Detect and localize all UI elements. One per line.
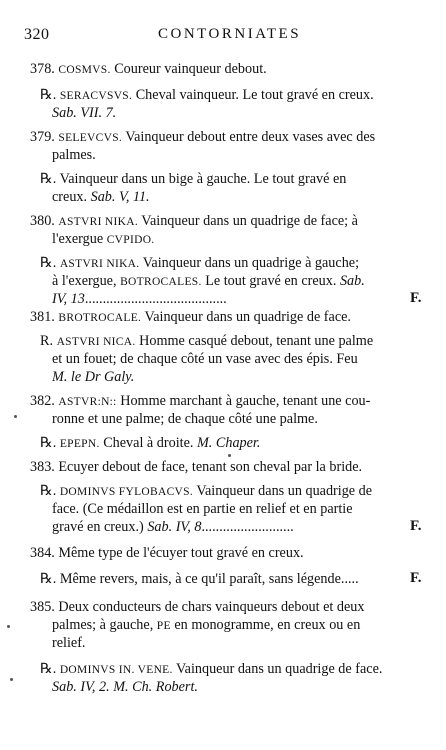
scan-speck (228, 454, 231, 457)
entry-384-rarity-mark: F. (410, 570, 422, 586)
entry-381-reverse: R. ASTVRI NICA. Homme casqué debout, tenant une palme (40, 333, 374, 349)
entry-380-obverse-cont: l'exergue CVPIDO. (52, 231, 155, 247)
entry-385-reference: Sab. IV, 2. M. Ch. Robert. (52, 679, 198, 695)
entry-381-obverse: 381. BROTROCALE. Vainqueur dans un quadrige de face. (30, 309, 351, 325)
entry-384-reverse: ℞. Même revers, mais, à ce qu'il paraît, sans légende..... (40, 571, 359, 587)
entry-383-rarity-mark: F. (410, 518, 422, 534)
entry-380-obverse: 380. ASTVRI NIKA. Vainqueur dans un quadrige de face; à (30, 213, 358, 229)
scan-speck (10, 678, 13, 681)
entry-379-obverse-cont: palmes. (52, 147, 96, 163)
entry-384-obverse: 384. Même type de l'écuyer tout gravé en creux. (30, 545, 304, 561)
entry-382-reverse: ℞. EPEPN. Cheval à droite. M. Chaper. (40, 435, 261, 451)
entry-381-reference: M. le Dr Galy. (52, 369, 135, 385)
entry-383-reverse-cont: face. (Ce médaillon est en partie en relief et en partie (52, 501, 353, 517)
entry-385-obverse: 385. Deux conducteurs de chars vainqueurs debout et deux (30, 599, 365, 615)
entry-382-obverse-cont: ronne et une palme; de chaque côté une palme. (52, 411, 318, 427)
running-title: CONTORNIATES (158, 26, 302, 42)
entry-380-reverse-cont: à l'exergue, BOTROCALES. Le tout gravé en creux. Sab. (52, 273, 365, 289)
entry-385-obverse-cont-2: relief. (52, 635, 86, 651)
page-number: 320 (24, 26, 50, 43)
entry-380-reverse: ℞. ASTVRI NIKA. Vainqueur dans un quadrige à gauche; (40, 255, 360, 271)
scan-speck (14, 415, 17, 418)
entry-380-rarity-mark: F. (410, 290, 422, 306)
entry-385-reverse: ℞. DOMINVS IN. VENE. Vainqueur dans un quadrige de face. (40, 661, 383, 677)
entry-382-obverse: 382. ASTVR:N:: Homme marchant à gauche, tenant une cou- (30, 393, 371, 409)
entry-385-obverse-cont: palmes; à gauche, PE en monogramme, en creux ou en (52, 617, 361, 633)
entry-379-reverse-cont: creux. Sab. V, 11. (52, 189, 150, 205)
entry-380-reference-line: IV, 13........................................ (52, 291, 227, 307)
entry-379-obverse: 379. SELEVCVS. Vainqueur debout entre deux vases avec des (30, 129, 376, 145)
entry-378-reverse: ℞. SERACVSVS. Cheval vainqueur. Le tout gravé en creux. (40, 87, 374, 103)
entry-381-reverse-cont: et un fouet; de chaque côté un vase avec des épis. Feu (52, 351, 358, 367)
entry-383-obverse: 383. Ecuyer debout de face, tenant son cheval par la bride. (30, 459, 363, 475)
entry-383-reference-line: gravé en creux.) Sab. IV, 8.......................... (52, 519, 294, 535)
entry-378-obverse: 378. COSMVS. Coureur vainqueur debout. (30, 61, 267, 77)
entry-378-reference: Sab. VII. 7. (52, 105, 117, 121)
scan-speck (7, 625, 10, 628)
entry-379-reverse: ℞. Vainqueur dans un bige à gauche. Le tout gravé en (40, 171, 347, 187)
entry-383-reverse: ℞. DOMINVS FYLOBACVS. Vainqueur dans un quadrige de (40, 483, 373, 499)
